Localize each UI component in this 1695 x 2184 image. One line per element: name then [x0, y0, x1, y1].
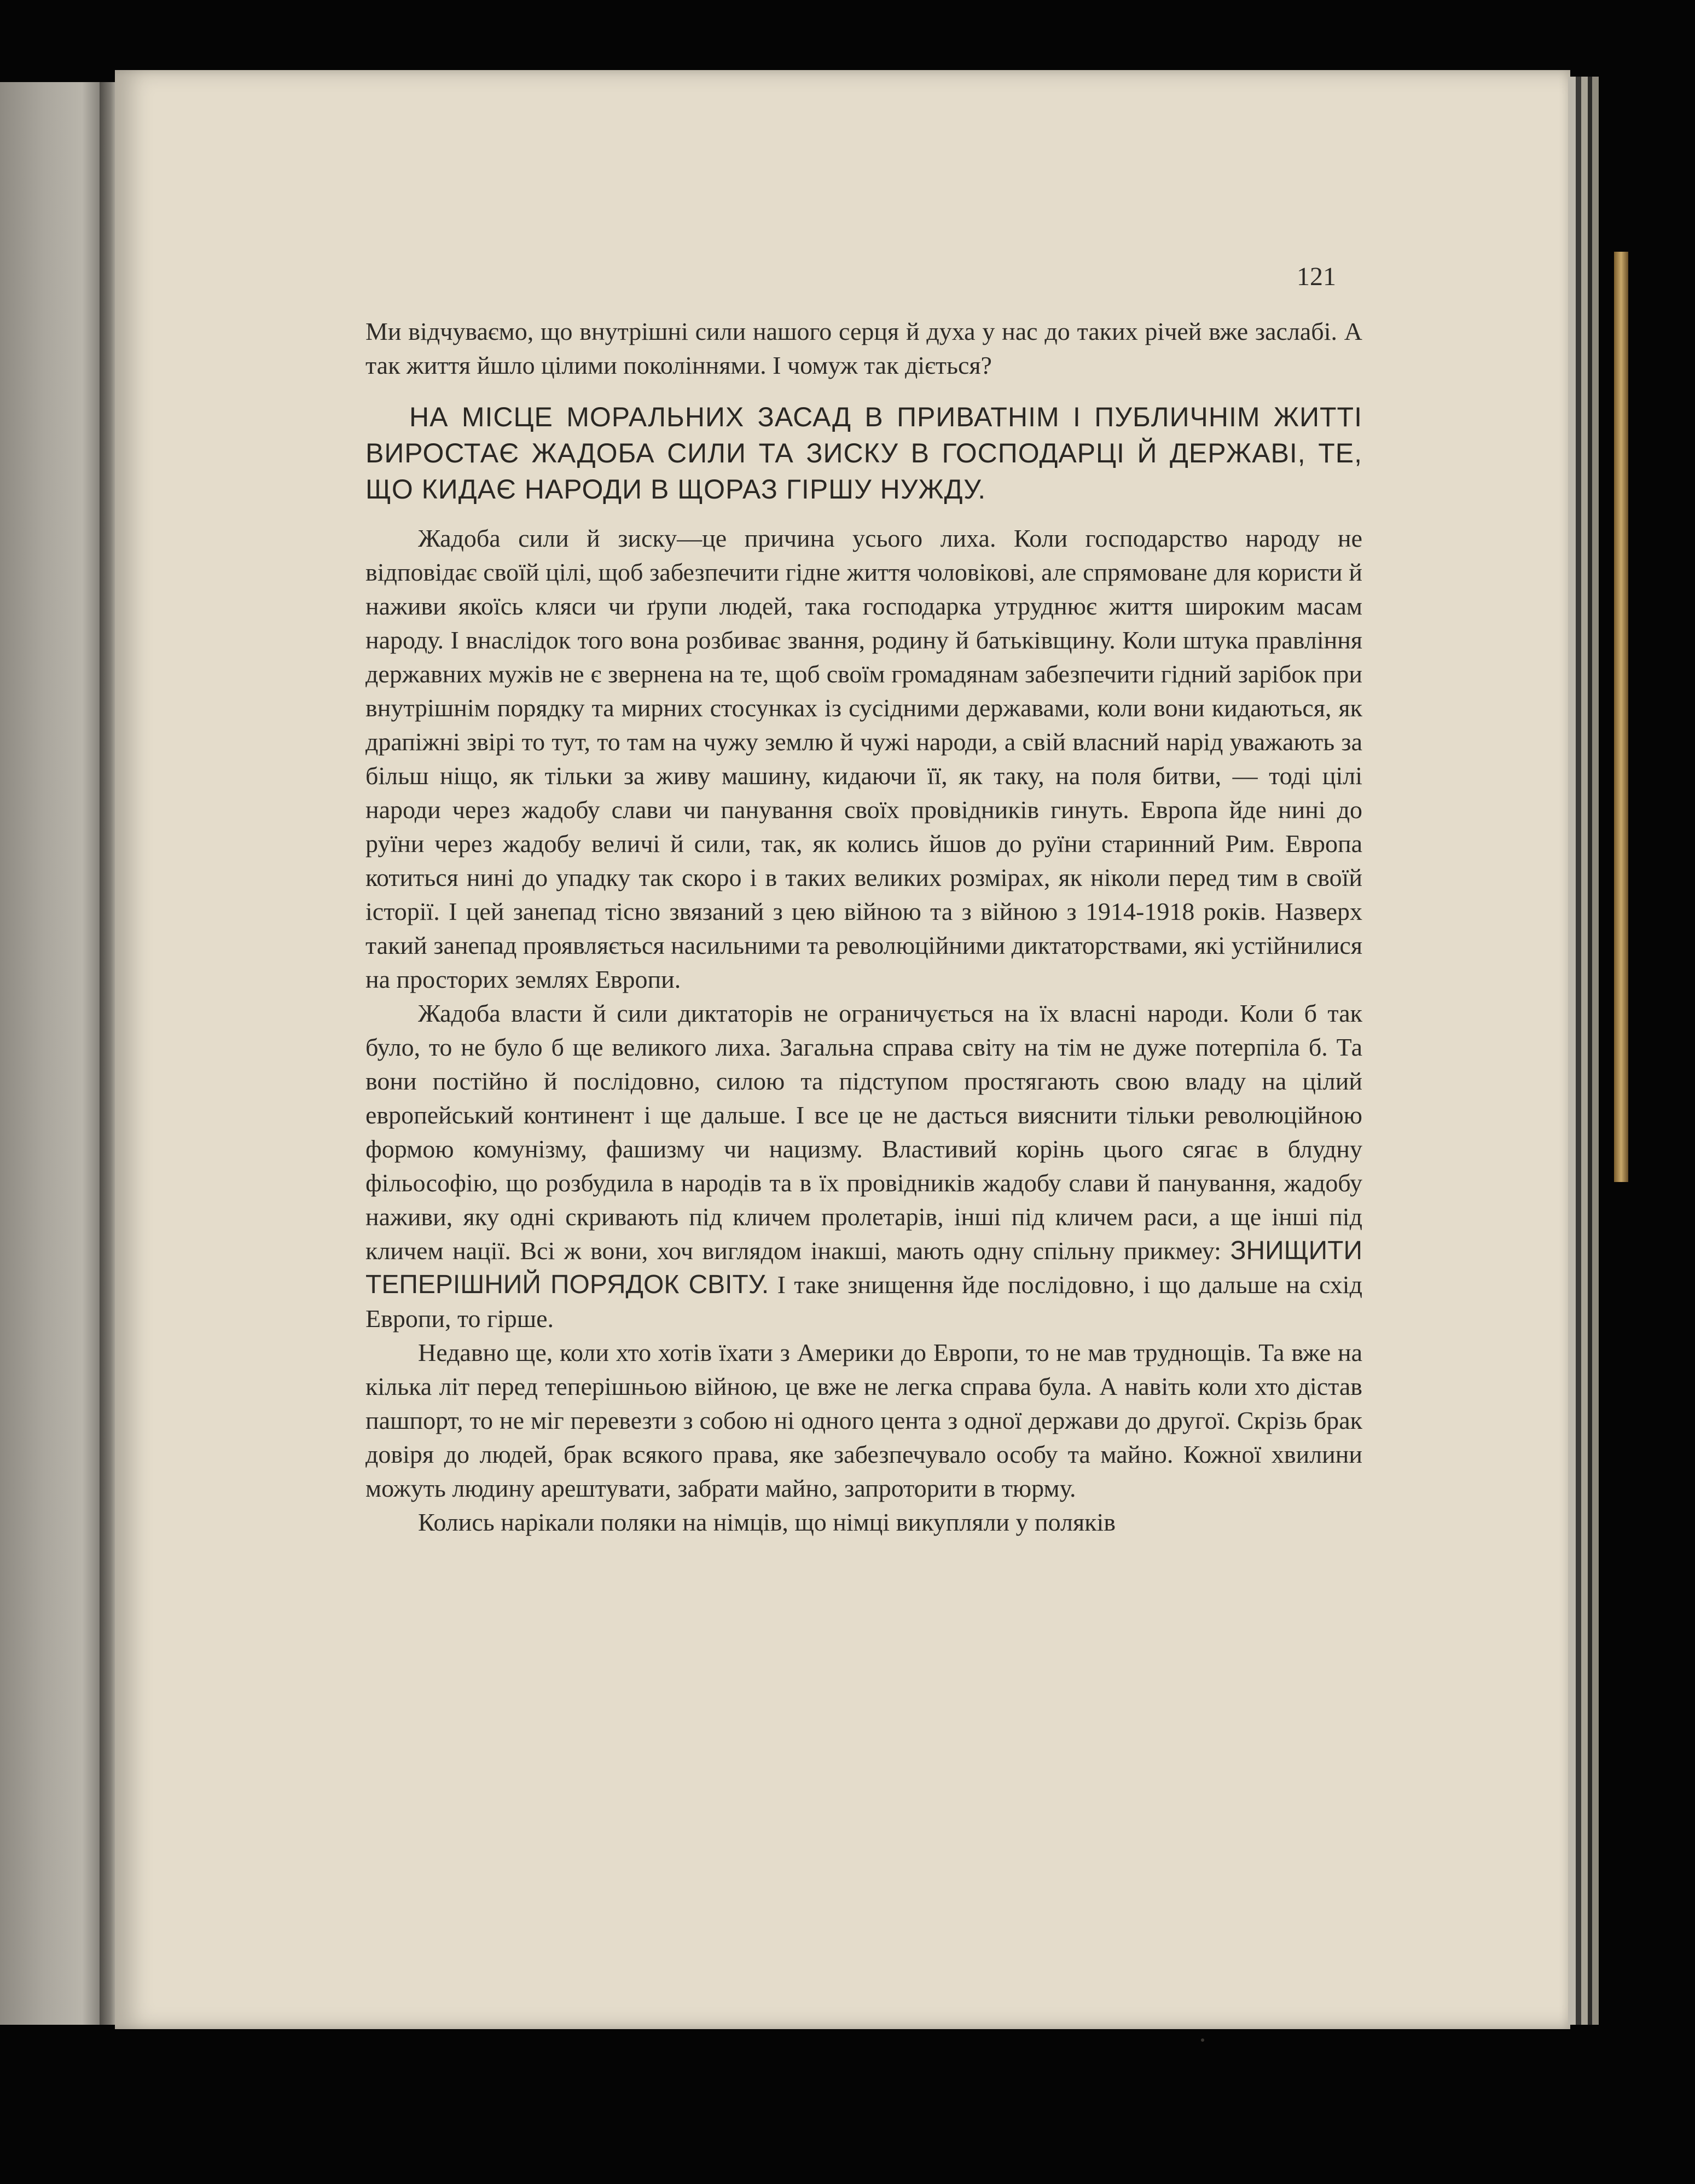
- paragraph-3: Недавно ще, коли хто хотів їхати з Америки до Европи, то не мав труднощів. Та вже на кілька літ перед теперішньою війною, це вже не легка справа була. А навіть коли хто дістав пашпорт, то не міг перевезти з собою ні одного цента з одної держави до другої. Скрізь брак довіря до людей, брак всякого права, яке забезпечувало особу та майно. Кожної хвилини можуть людину арештувати, забрати майно, запроторити в тюрму.: [365, 1339, 1362, 1502]
- section-heading: НА МІСЦЕ МОРАЛЬНИХ ЗАСАД В ПРИВАТНІМ І ПУБЛИЧНІМ ЖИТТІ ВИРОСТАЄ ЖАДОБА СИЛИ ТА ЗИСКУ В ГОСПОДАРЦІ Й ДЕРЖАВІ, ТЕ, ЩО КИДАЄ НАРОДИ В ЩОРАЗ ГІРШУ НУЖДУ.: [365, 402, 1362, 505]
- intro-paragraph: Ми відчуваємо, що внутрішні сили нашого серця й духа у нас до таких річей вже заслабі. А так життя йшло цілими поколіннями. І чомуж так діється?: [365, 317, 1362, 379]
- paragraph-2-start: Жадоба власти й сили диктаторів не ограничується на їх власні народи. Коли б так було, то не було б ще великого лиха. Загальна справа світу на тім не дуже потерпіла б. Та вони постійно й послідовно, силою та підступом простягають свою владу на цілий европейський континент і ще дальше. І все це не дасться вияснити тільки революційною формою комунізму, фашизму чи нацизму. Властивий корінь цього сягає в блудну фільософію, що розбудила в народів та в їх провідників жадобу слави й панування, жадобу наживи, яку одні скривають під кличем пролетарів, інші під кличем раси, а ще інші під кличем нації. Всі ж вони, хоч виглядом інакші, мають одну спільну прикмеу:: [365, 999, 1362, 1265]
- paper-speck: [1201, 2038, 1204, 2042]
- paragraph-1: Жадоба сили й зиску—це причина усього лиха. Коли господарство народу не відповідає своїй цілі, щоб забезпечити гідне життя чоловікові, але спрямоване для користи й наживи якоїсь кляси чи ґрупи людей, така господарка утруднює життя широким масам народу. І внаслідок того вона розбиває звання, родину й батьківщину. Коли штука правління державних мужів не є звернена на те, щоб своїм громадянам забезпечити гідний зарібок при внутрішнім порядку та мирних стосунках із сусідними державами, коли вони кидаються, як драпіжні звірі то тут, то там на чужу землю й чужі народи, а свій власний нарід уважають за більш ніщо, як тільки за живу машину, кидаючи її, як таку, на поля битви, — тоді цілі народи через жадобу слави чи панування своїх провідників гинуть. Европа йде нині до руїни через жадобу величі й сили, так, як колись йшов до руїни старинний Рим. Европа котиться нині до упадку так скоро і в таких великих розмірах, як ніколи перед тим в своїй історії. І цей занепад тісно звязаний з цею війною та з війною з 1914-1918 років. Назверх такий занепад проявляється насильними та революційними диктаторствами, які устійнилися на просторих землях Европи.: [365, 524, 1362, 993]
- page-edge: [1576, 77, 1581, 2025]
- paragraph-4: Колись нарікали поляки на німців, що німці викупляли у поляків: [418, 1508, 1116, 1536]
- paragraph-2-end: І таке знищення йде послідовно, і що дальше на схід Европи, то гірше.: [365, 1271, 1362, 1333]
- page-number: 121: [1297, 262, 1336, 291]
- left-page: [0, 82, 109, 2025]
- page-edge: [1568, 77, 1576, 2025]
- page-edge: [1592, 77, 1599, 2025]
- page-edge: [1581, 77, 1588, 2025]
- paragraph-2: [365, 997, 1362, 1336]
- page-text: [365, 315, 1362, 1539]
- paragraph-2-emphasis: ЗНИЩИТИ ТЕПЕРІШНИЙ ПОРЯДОК СВІТУ.: [365, 1236, 1362, 1299]
- bookmark-ribbon: [1614, 252, 1628, 1182]
- page-edge: [1588, 77, 1592, 2025]
